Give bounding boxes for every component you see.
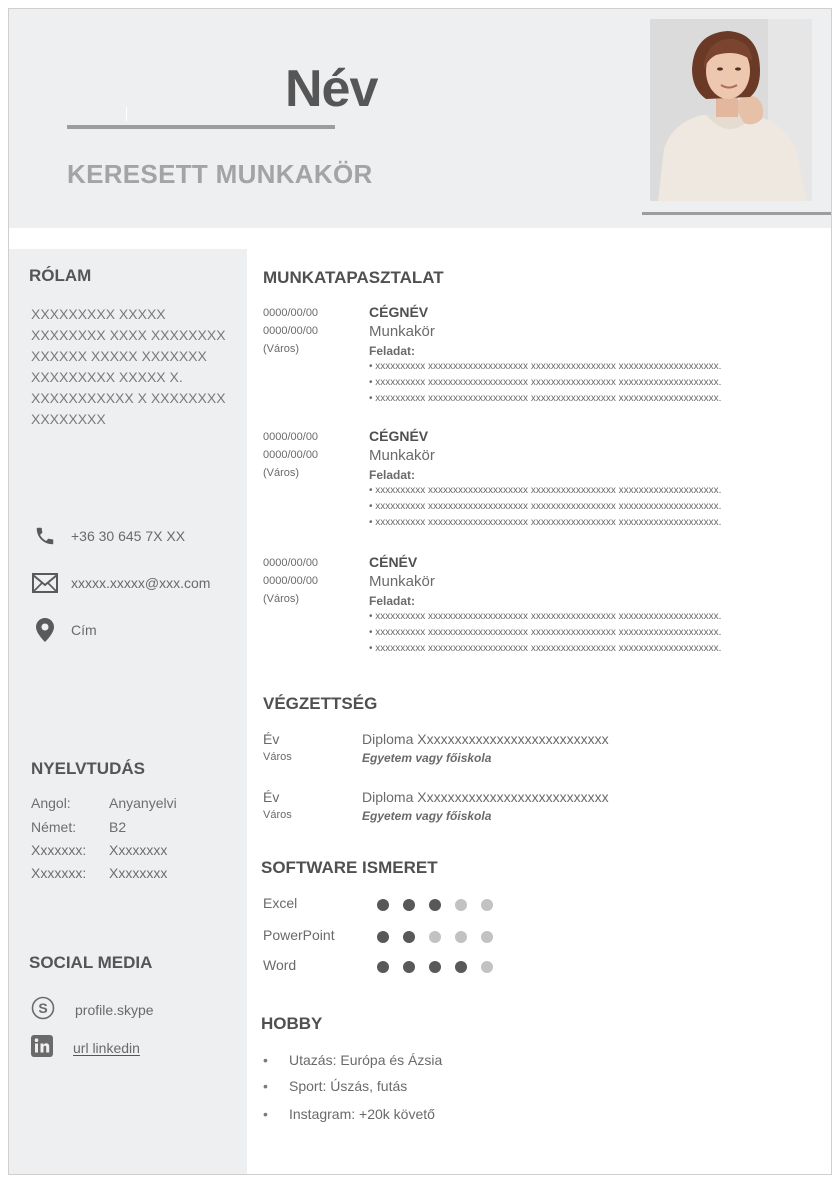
software-title: SOFTWARE ISMERET	[261, 858, 438, 877]
education-city: Város	[263, 751, 292, 763]
language-row	[31, 842, 167, 858]
contact-email	[31, 571, 210, 595]
phone-icon	[31, 524, 59, 548]
address: Cím	[71, 622, 97, 638]
software-row	[263, 927, 523, 947]
language-name: Xxxxxxx:	[31, 842, 87, 858]
rating-dot-empty	[481, 961, 493, 973]
bullet: •	[263, 1052, 268, 1068]
education-year: Év	[263, 731, 280, 747]
job-dates	[263, 428, 318, 482]
rating-dot-empty	[455, 931, 467, 943]
portrait-illustration	[650, 19, 812, 201]
skill-rating	[377, 961, 507, 973]
skype-profile[interactable]: profile.skype	[75, 1002, 154, 1018]
skill-rating	[377, 931, 507, 943]
rating-dot-filled	[377, 961, 389, 973]
rating-dot-empty	[481, 931, 493, 943]
social-title: SOCIAL MEDIA	[29, 953, 153, 972]
email-address[interactable]: xxxxx.xxxxx@xxx.com	[71, 575, 211, 591]
desired-position: KERESETT MUNKAKÖR	[67, 159, 373, 189]
language-name: Angol:	[31, 795, 71, 811]
bullet: •	[263, 1106, 268, 1122]
about-text: XXXXXXXXX XXXXX XXXXXXXX XXXX XXXXXXXX XXXXXX XXXXX XXXXXXX XXXXXXXXX XXXXX X. XXXXXXXXXXX X XXXXXXXX XXXXXXXX	[31, 306, 226, 427]
language-row	[31, 865, 167, 881]
rating-dot-filled	[403, 931, 415, 943]
task-label: Feladat:	[369, 594, 416, 608]
skype-icon	[31, 996, 55, 1025]
phone-number[interactable]: +36 30 645 7X XX	[71, 528, 186, 544]
software-name: PowerPoint	[263, 927, 335, 943]
header	[9, 9, 831, 228]
language-level: Anyanyelvi	[109, 795, 177, 811]
hobby-item	[263, 1106, 435, 1122]
resume-page	[8, 8, 832, 1175]
experience-title: MUNKATAPASZTALAT	[263, 268, 444, 287]
language-name: Német:	[31, 819, 77, 835]
bullet: •	[263, 1078, 268, 1094]
rating-dot-filled	[403, 961, 415, 973]
map-pin-icon	[31, 618, 59, 642]
task-bullet: • xxxxxxxxxx xxxxxxxxxxxxxxxxxxxx xxxxxxxxxxxxxxxxx xxxxxxxxxxxxxxxxxxxx.	[369, 377, 722, 388]
languages-title: NYELVTUDÁS	[31, 759, 145, 778]
education-city: Város	[263, 809, 292, 821]
company-name: CÉGNÉV	[369, 304, 429, 320]
job-city: (Város)	[263, 593, 300, 605]
job-city: (Város)	[263, 343, 300, 355]
rating-dot-filled	[377, 931, 389, 943]
language-level: Xxxxxxxx	[109, 842, 168, 858]
rating-dot-filled	[429, 961, 441, 973]
photo-divider	[642, 212, 831, 215]
rating-dot-filled	[429, 899, 441, 911]
contact-phone	[31, 524, 185, 548]
language-level: Xxxxxxxx	[109, 865, 168, 881]
task-label: Feladat:	[369, 344, 416, 358]
language-row	[31, 795, 177, 811]
job-city: (Város)	[263, 467, 300, 479]
job-start-date: 0000/00/00	[263, 431, 319, 443]
skill-rating	[377, 899, 507, 911]
contact-address	[31, 618, 97, 642]
job-start-date: 0000/00/00	[263, 557, 319, 569]
task-bullet: • xxxxxxxxxx xxxxxxxxxxxxxxxxxxxx xxxxxxxxxxxxxxxxx xxxxxxxxxxxxxxxxxxxx.	[369, 501, 722, 512]
language-name: Xxxxxxx:	[31, 865, 87, 881]
software-row	[263, 895, 523, 915]
job-end-date: 0000/00/00	[263, 325, 319, 337]
job-details	[369, 428, 829, 531]
job-dates	[263, 554, 318, 608]
social-skype	[31, 998, 154, 1022]
job-role: Munkakör	[369, 323, 435, 340]
education-degree: Diploma Xxxxxxxxxxxxxxxxxxxxxxxxxxx	[362, 731, 609, 747]
rating-dot-filled	[403, 899, 415, 911]
hobby-title: HOBBY	[261, 1014, 323, 1033]
hobby-text: Instagram: +20k követő	[289, 1106, 435, 1122]
candidate-name: Név	[285, 60, 378, 118]
software-name: Excel	[263, 895, 298, 911]
hobby-text: Utazás: Európa és Ázsia	[289, 1052, 443, 1068]
education-school: Egyetem vagy főiskola	[362, 751, 492, 765]
profile-photo	[650, 19, 812, 201]
education-degree: Diploma Xxxxxxxxxxxxxxxxxxxxxxxxxxx	[362, 789, 609, 805]
about-title: RÓLAM	[29, 266, 92, 285]
hobby-item	[263, 1078, 407, 1094]
job-dates	[263, 304, 318, 358]
job-role: Munkakör	[369, 573, 435, 590]
linkedin-icon	[31, 1035, 53, 1062]
task-bullet: • xxxxxxxxxx xxxxxxxxxxxxxxxxxxxx xxxxxxxxxxxxxxxxx xxxxxxxxxxxxxxxxxxxx.	[369, 485, 722, 496]
job-details	[369, 554, 829, 657]
software-name: Word	[263, 957, 297, 973]
job-end-date: 0000/00/00	[263, 449, 319, 461]
software-row	[263, 957, 523, 977]
rating-dot-empty	[429, 931, 441, 943]
education-school: Egyetem vagy főiskola	[362, 809, 492, 823]
task-bullet: • xxxxxxxxxx xxxxxxxxxxxxxxxxxxxx xxxxxxxxxxxxxxxxx xxxxxxxxxxxxxxxxxxxx.	[369, 517, 722, 528]
text-cursor	[126, 107, 127, 121]
task-bullet: • xxxxxxxxxx xxxxxxxxxxxxxxxxxxxx xxxxxxxxxxxxxxxxx xxxxxxxxxxxxxxxxxxxx.	[369, 611, 722, 622]
task-bullet: • xxxxxxxxxx xxxxxxxxxxxxxxxxxxxx xxxxxxxxxxxxxxxxx xxxxxxxxxxxxxxxxxxxx.	[369, 393, 722, 404]
company-name: CÉGNÉV	[369, 428, 429, 444]
rating-dot-empty	[481, 899, 493, 911]
envelope-icon	[31, 571, 59, 595]
rating-dot-empty	[455, 899, 467, 911]
company-name: CÉNÉV	[369, 554, 418, 570]
hobby-item	[263, 1052, 442, 1068]
education-year: Év	[263, 789, 280, 805]
education-title: VÉGZETTSÉG	[263, 694, 378, 713]
job-details	[369, 304, 829, 407]
hobby-text: Sport: Úszás, futás	[289, 1078, 408, 1094]
task-bullet: • xxxxxxxxxx xxxxxxxxxxxxxxxxxxxx xxxxxxxxxxxxxxxxx xxxxxxxxxxxxxxxxxxxx.	[369, 643, 722, 654]
task-bullet: • xxxxxxxxxx xxxxxxxxxxxxxxxxxxxx xxxxxxxxxxxxxxxxx xxxxxxxxxxxxxxxxxxxx.	[369, 361, 722, 372]
language-level: B2	[109, 819, 127, 835]
social-linkedin	[31, 1036, 140, 1060]
job-start-date: 0000/00/00	[263, 307, 319, 319]
linkedin-url[interactable]: url linkedin	[73, 1040, 140, 1056]
task-bullet: • xxxxxxxxxx xxxxxxxxxxxxxxxxxxxx xxxxxxxxxxxxxxxxx xxxxxxxxxxxxxxxxxxxx.	[369, 627, 722, 638]
language-row	[31, 819, 126, 835]
job-role: Munkakör	[369, 447, 435, 464]
svg-text:S: S	[38, 999, 48, 1016]
rating-dot-filled	[377, 899, 389, 911]
rating-dot-filled	[455, 961, 467, 973]
job-end-date: 0000/00/00	[263, 575, 319, 587]
name-divider	[67, 125, 335, 129]
task-label: Feladat:	[369, 468, 416, 482]
